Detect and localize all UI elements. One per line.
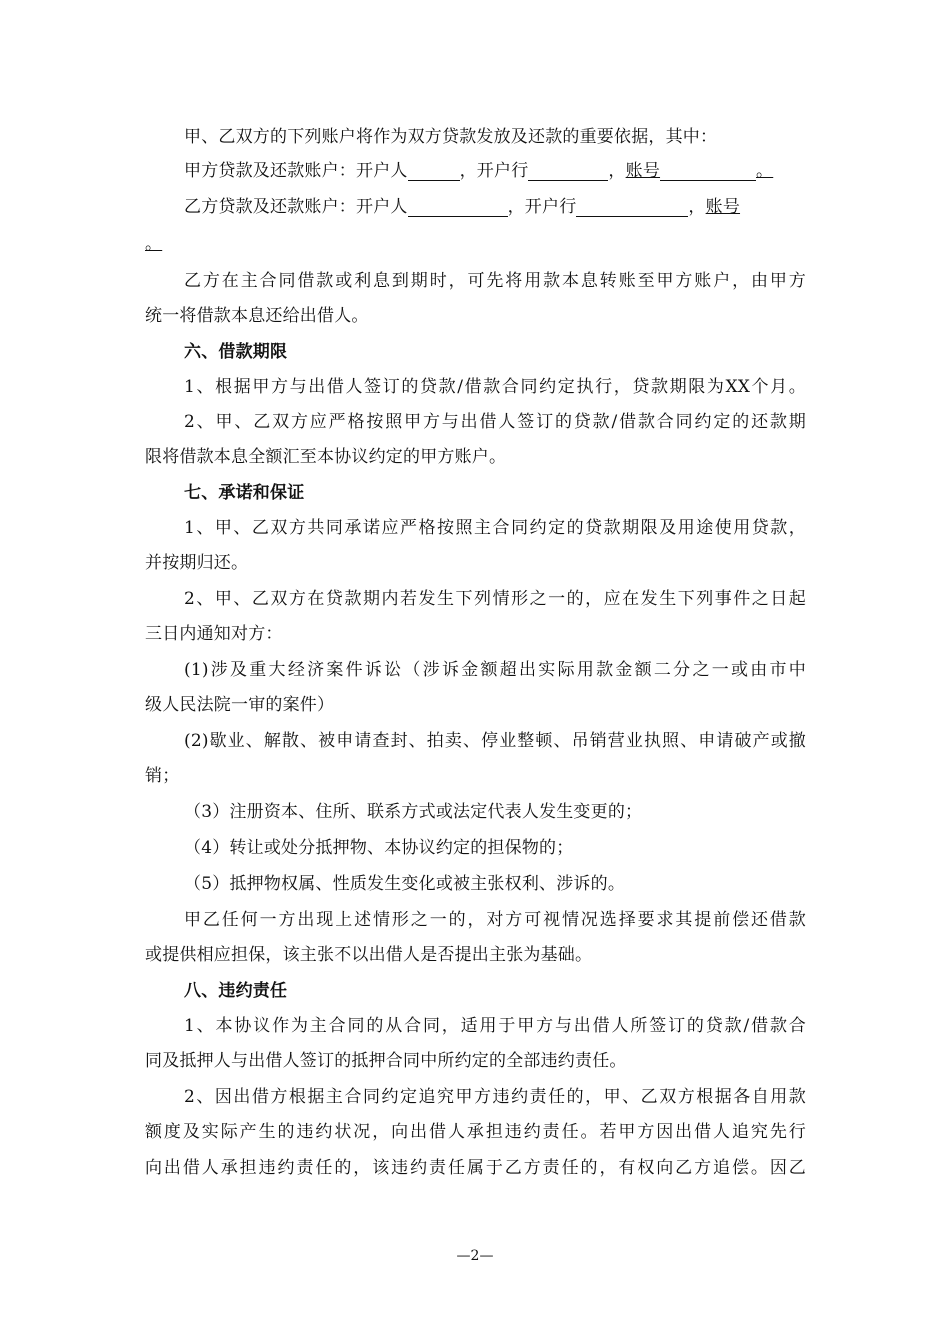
party-a-bank-blank xyxy=(528,162,608,181)
s7-item-1-line-2: 级人民法院一审的案件） xyxy=(145,695,335,715)
page-number: —2— xyxy=(456,1248,494,1264)
party-b-acct-label: 账号 xyxy=(705,197,741,217)
s7-item-3: （3）注册资本、住所、联系方式或法定代表人发生变更的； xyxy=(184,802,643,822)
s7-item-2-line-1: (2)歇业、解散、被申请查封、拍卖、停业整顿、吊销营业执照、申请破产或撤 xyxy=(184,731,806,751)
party-a-account-line xyxy=(184,161,773,181)
party-b-end: 。 xyxy=(145,234,163,254)
party-b-bank-label: ，开户行 xyxy=(507,197,577,217)
s7-p2-line-2: 三日内通知对方： xyxy=(145,624,283,644)
party-a-acct-sep: ， xyxy=(608,161,626,181)
s7-item-4: （4）转让或处分抵押物、本协议约定的担保物的； xyxy=(184,838,574,858)
transfer-line-2: 统一将借款本息还给出借人。 xyxy=(145,306,369,326)
s7-item-2-line-2: 销； xyxy=(145,766,180,786)
party-a-end: 。 xyxy=(756,161,774,181)
party-b-end-line xyxy=(145,234,162,254)
s7-p3-line-1: 甲乙任何一方出现上述情形之一的，对方可视情况选择要求其提前偿还借款 xyxy=(184,910,806,930)
s6-p2-line-2: 限将借款本息全额汇至本协议约定的甲方账户。 xyxy=(145,447,507,467)
party-b-holder-blank xyxy=(408,198,508,217)
s7-p1-line-1: 1、甲、乙双方共同承诺应严格按照主合同约定的贷款期限及用途使用贷款， xyxy=(184,518,806,538)
section-8-title: 八、违约责任 xyxy=(184,981,288,1001)
s7-item-5: （5）抵押物权属、性质发生变化或被主张权利、涉诉的。 xyxy=(184,874,626,894)
transfer-line-1: 乙方在主合同借款或利息到期时，可先将用款本息转账至甲方账户，由甲方 xyxy=(184,271,806,291)
party-a-bank-label: ，开户行 xyxy=(459,161,529,181)
party-a-holder-blank xyxy=(408,162,460,181)
s7-p3-line-2: 或提供相应担保，该主张不以出借人是否提出主张为基础。 xyxy=(145,945,593,965)
s8-p2-line-2: 额度及实际产生的违约状况，向出借人承担违约责任。若甲方因出借人追究先行 xyxy=(145,1122,806,1142)
party-b-bank-blank xyxy=(576,198,688,217)
party-b-acct-sep: ， xyxy=(688,197,706,217)
section-7-title: 七、承诺和保证 xyxy=(184,483,305,503)
s6-p2-line-1: 2、甲、乙双方应严格按照甲方与出借人签订的贷款/借款合同约定的还款期 xyxy=(184,412,806,432)
accounts-intro: 甲、乙双方的下列账户将作为双方贷款发放及还款的重要依据，其中： xyxy=(184,127,718,147)
s7-item-1-line-1: (1)涉及重大经济案件诉讼（涉诉金额超出实际用款金额二分之一或由市中 xyxy=(184,660,806,680)
party-a-acct-label: 账号 xyxy=(625,161,661,181)
party-a-acct-blank xyxy=(660,162,756,181)
party-a-account-prefix: 甲方贷款及还款账户：开户人 xyxy=(184,161,408,181)
s8-p1-line-2: 同及抵押人与出借人签订的抵押合同中所约定的全部违约责任。 xyxy=(145,1051,627,1071)
party-b-account-line xyxy=(184,197,740,217)
s7-p1-line-2: 并按期归还。 xyxy=(145,553,249,573)
s8-p2-line-1: 2、因出借方根据主合同约定追究甲方违约责任的，甲、乙双方根据各自用款 xyxy=(184,1087,806,1107)
s7-p2-line-1: 2、甲、乙双方在贷款期内若发生下列情形之一的，应在发生下列事件之日起 xyxy=(184,589,806,609)
party-b-account-prefix: 乙方贷款及还款账户：开户人 xyxy=(184,197,408,217)
s8-p2-line-3: 向出借人承担违约责任的，该违约责任属于乙方责任的，有权向乙方追偿。因乙 xyxy=(145,1158,806,1178)
s8-p1-line-1: 1、本协议作为主合同的从合同，适用于甲方与出借人所签订的贷款/借款合 xyxy=(184,1016,806,1036)
section-6-title: 六、借款期限 xyxy=(184,342,288,362)
s6-p1: 1、根据甲方与出借人签订的贷款/借款合同约定执行，贷款期限为XX个月。 xyxy=(184,377,806,397)
